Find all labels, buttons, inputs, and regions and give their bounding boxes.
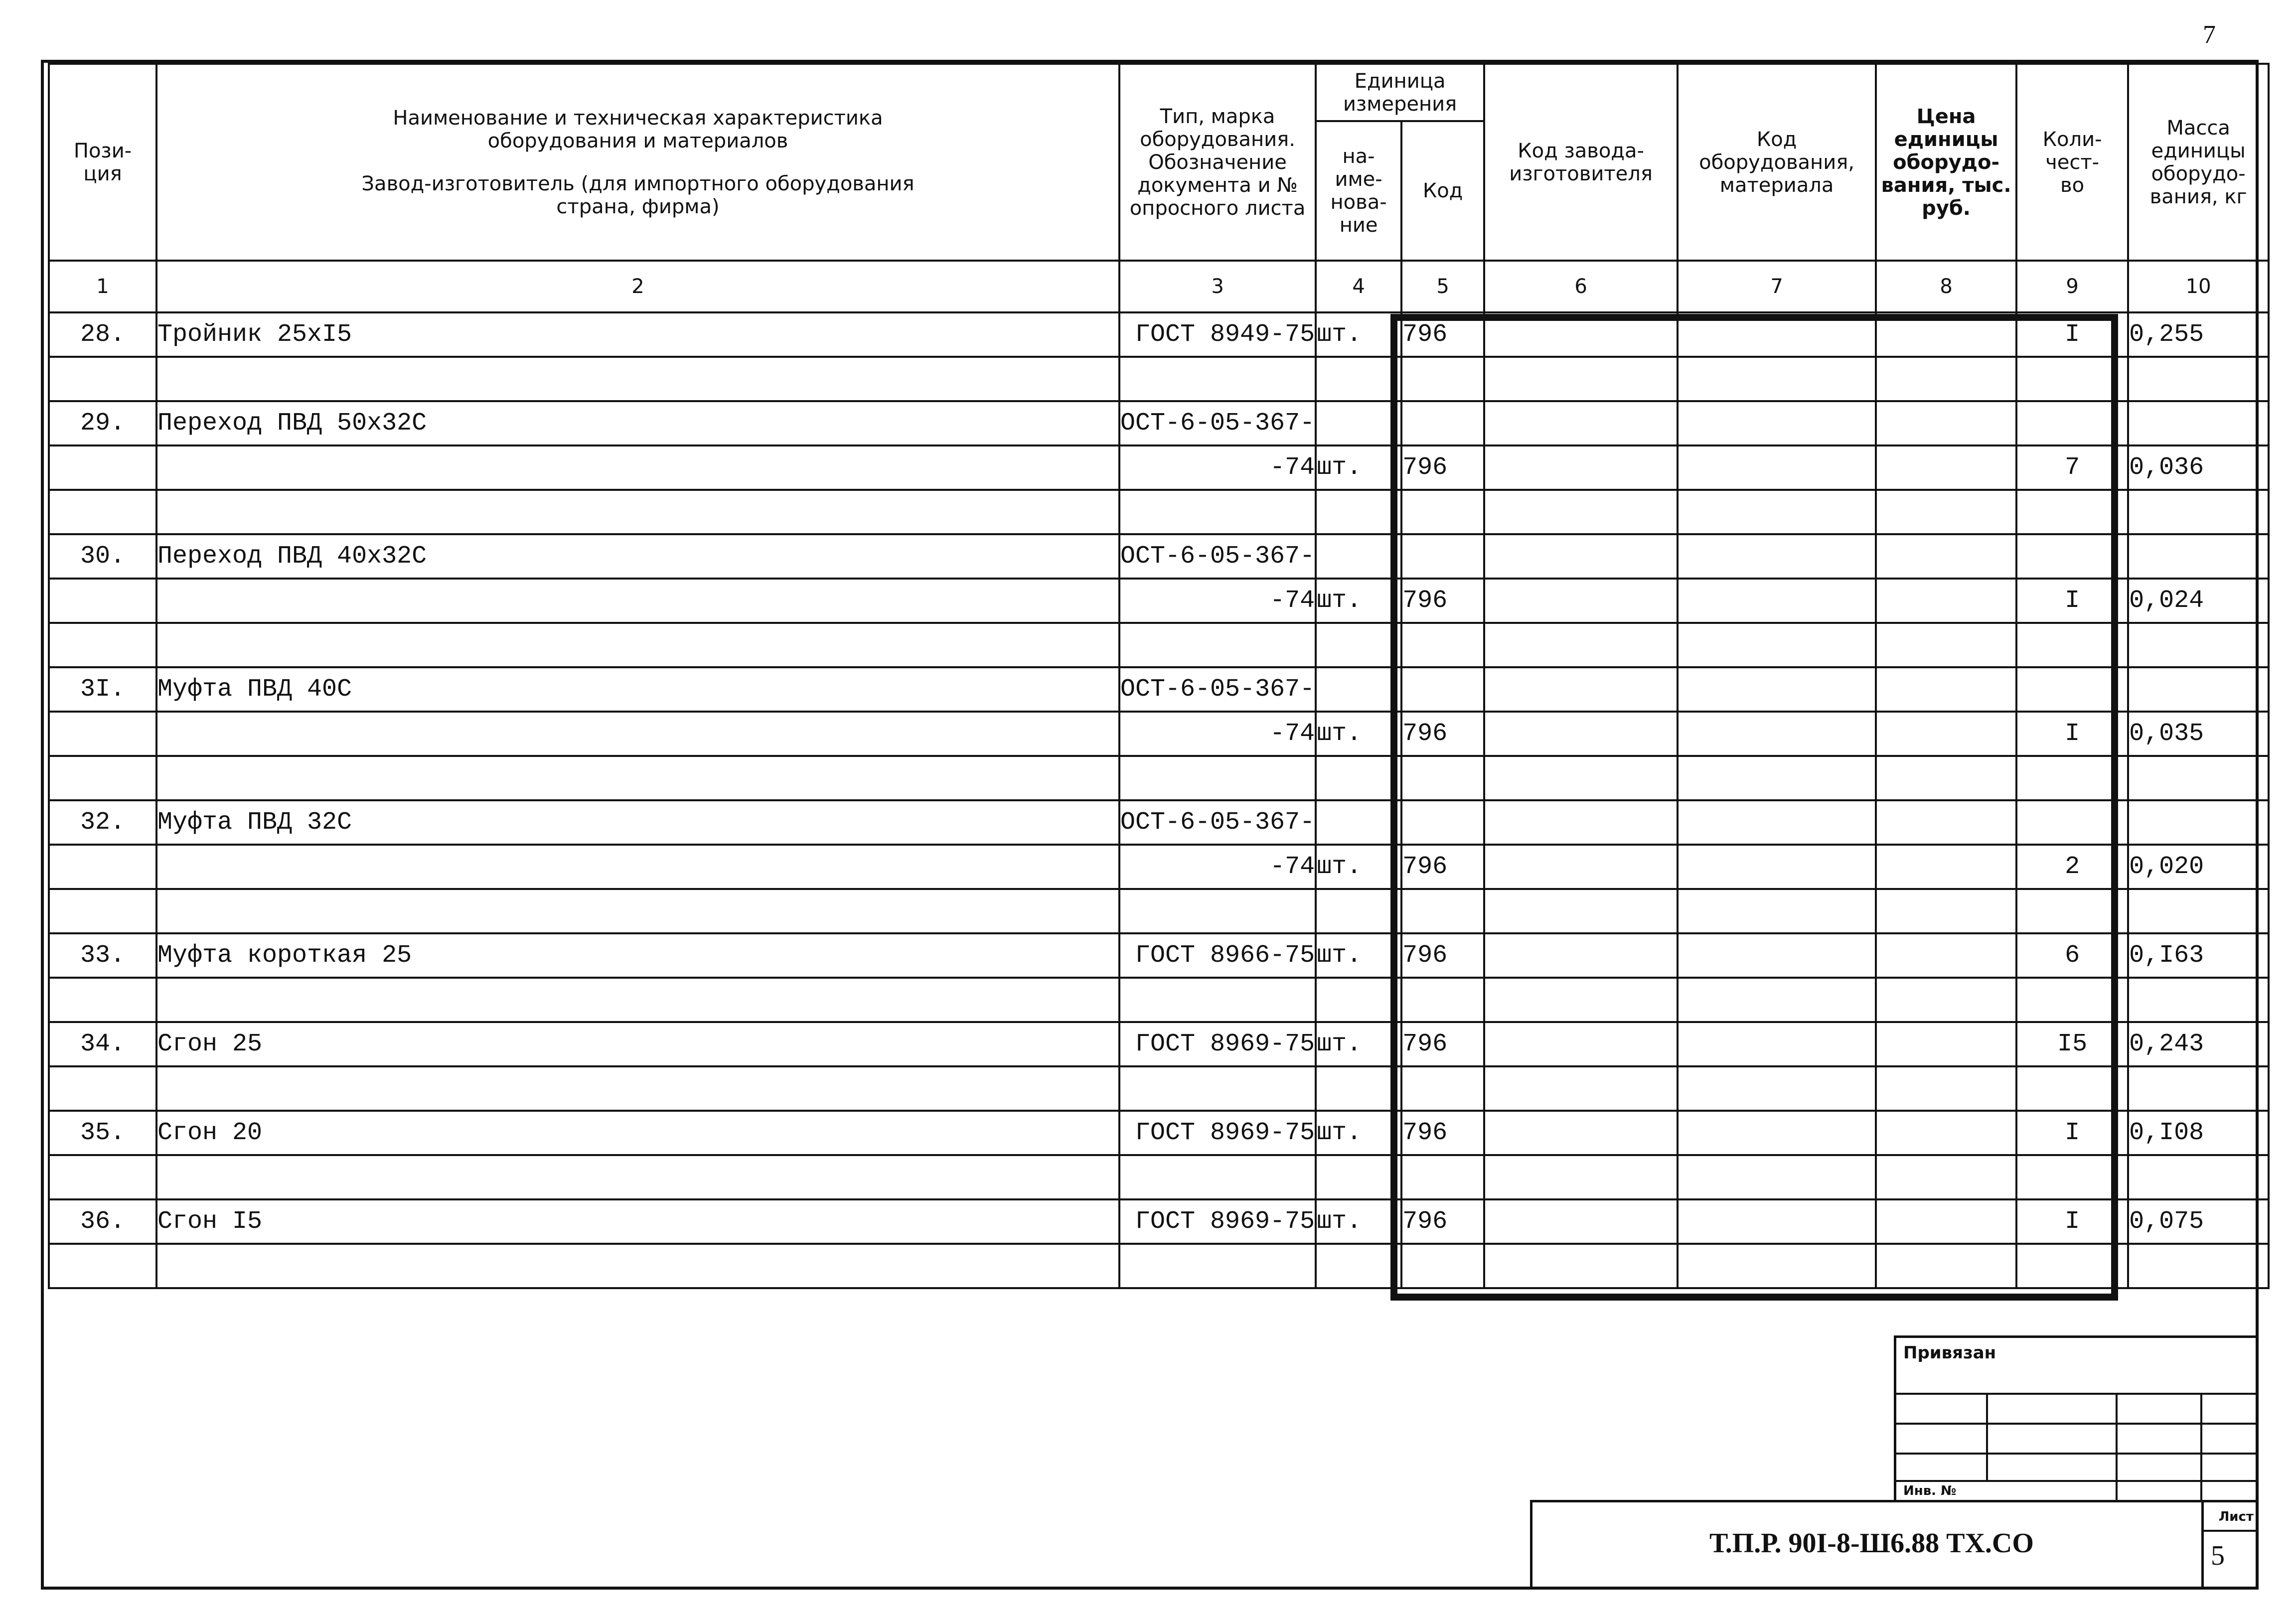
equipment-code-cell [1678,445,1876,490]
header-mass: Масса единицы оборудо-вания, кг [2128,64,2269,261]
quantity-cell [2016,667,2128,712]
table-row [49,1155,2269,1199]
unit-code-cell: 796 [1401,579,1484,623]
table-row [49,1066,2269,1111]
plant-code-cell [1484,1022,1678,1066]
linked-stamp [1894,1335,2256,1500]
unit-code-cell [1401,800,1484,845]
price-cell [1876,1111,2016,1155]
position-cell [49,712,156,756]
name-cell: Муфта ПВД 40С [156,667,1119,712]
name-cell [156,712,1119,756]
price-cell [1876,667,2016,712]
mass-cell: 0,024 [2128,579,2269,623]
equipment-code-cell [1678,534,1876,579]
name-cell: Сгон 20 [156,1111,1119,1155]
name-cell: Сгон 25 [156,1022,1119,1066]
quantity-cell: I [2016,579,2128,623]
unit-name-cell: шт. [1316,712,1401,756]
name-cell [156,1066,1119,1111]
unit-name-cell [1316,1155,1401,1199]
type-cell: ГОСТ 8966-75 [1119,933,1316,978]
sheet-label: Лист [2218,1509,2254,1524]
mass-cell: 0,I63 [2128,933,2269,978]
unit-code-cell [1401,756,1484,800]
price-cell [1876,889,2016,933]
unit-code-cell [1401,1155,1484,1199]
table-row [49,357,2269,401]
column-number: 3 [1119,261,1316,312]
plant-code-cell [1484,357,1678,401]
table-row [49,579,2269,623]
price-cell [1876,534,2016,579]
inventory-label: Инв. № [1903,1483,1957,1498]
header-unit-code: Код [1401,121,1484,261]
unit-name-cell [1316,401,1401,445]
mass-cell [2128,1066,2269,1111]
title-block [1530,1500,2259,1590]
unit-name-cell [1316,1066,1401,1111]
price-cell [1876,1244,2016,1288]
unit-name-cell [1316,800,1401,845]
unit-name-cell [1316,978,1401,1022]
table-row [49,401,2269,445]
mass-cell: 0,243 [2128,1022,2269,1066]
unit-code-cell [1401,623,1484,667]
unit-name-cell [1316,534,1401,579]
linked-label: Привязан [1903,1343,1996,1363]
quantity-cell: 2 [2016,845,2128,889]
mass-cell [2128,401,2269,445]
table-row [49,1244,2269,1288]
position-cell [49,357,156,401]
quantity-cell [2016,534,2128,579]
plant-code-cell [1484,623,1678,667]
type-cell [1119,756,1316,800]
header-position: Пози- ция [49,64,156,261]
name-cell [156,1244,1119,1288]
name-cell [156,623,1119,667]
quantity-cell [2016,800,2128,845]
quantity-cell [2016,490,2128,534]
type-cell [1119,889,1316,933]
position-cell: 33. [49,933,156,978]
table-row [49,1022,2269,1066]
quantity-cell: I [2016,1111,2128,1155]
position-cell: 3I. [49,667,156,712]
column-number: 2 [156,261,1119,312]
position-cell [49,756,156,800]
table-row [49,1111,2269,1155]
type-cell [1119,1155,1316,1199]
unit-code-cell [1401,1066,1484,1111]
column-number: 6 [1484,261,1678,312]
position-cell: 28. [49,312,156,357]
header-type: Тип, марка оборудования. Обозначение документа и № опросного листа [1119,64,1316,261]
position-cell [49,445,156,490]
header-unit-name: на- име- нова- ние [1316,121,1401,261]
equipment-code-cell [1678,800,1876,845]
equipment-code-cell [1678,1155,1876,1199]
type-cell: -74 [1119,445,1316,490]
equipment-code-cell [1678,623,1876,667]
plant-code-cell [1484,1111,1678,1155]
column-number: 4 [1316,261,1401,312]
unit-name-cell: шт. [1316,1111,1401,1155]
unit-code-cell: 796 [1401,445,1484,490]
column-number: 7 [1678,261,1876,312]
header-quantity: Коли- чест- во [2016,64,2128,261]
unit-name-cell [1316,756,1401,800]
plant-code-cell [1484,933,1678,978]
mass-cell [2128,800,2269,845]
mass-cell [2128,490,2269,534]
mass-cell [2128,978,2269,1022]
table-row [49,800,2269,845]
quantity-cell [2016,1244,2128,1288]
price-cell [1876,357,2016,401]
column-number: 5 [1401,261,1484,312]
unit-code-cell [1401,978,1484,1022]
mass-cell [2128,1155,2269,1199]
name-cell: Переход ПВД 40х32С [156,534,1119,579]
plant-code-cell [1484,1244,1678,1288]
table-row [49,490,2269,534]
column-number: 1 [49,261,156,312]
name-cell: Тройник 25хI5 [156,312,1119,357]
specification-table [48,63,2270,1289]
page-number: 7 [2203,20,2216,49]
plant-code-cell [1484,1155,1678,1199]
plant-code-cell [1484,1199,1678,1244]
mass-cell [2128,534,2269,579]
price-cell [1876,756,2016,800]
quantity-cell [2016,756,2128,800]
unit-name-cell [1316,1244,1401,1288]
equipment-code-cell [1678,889,1876,933]
equipment-code-cell [1678,1199,1876,1244]
mass-cell [2128,756,2269,800]
name-cell [156,490,1119,534]
name-cell [156,756,1119,800]
quantity-cell [2016,401,2128,445]
position-cell [49,490,156,534]
unit-code-cell [1401,490,1484,534]
position-cell [49,845,156,889]
quantity-cell: I5 [2016,1022,2128,1066]
equipment-code-cell [1678,845,1876,889]
table-row [49,445,2269,490]
unit-code-cell [1401,534,1484,579]
unit-code-cell: 796 [1401,1199,1484,1244]
unit-name-cell [1316,667,1401,712]
unit-name-cell [1316,623,1401,667]
mass-cell: 0,I08 [2128,1111,2269,1155]
unit-code-cell: 796 [1401,845,1484,889]
position-cell: 32. [49,800,156,845]
position-cell: 29. [49,401,156,445]
equipment-code-cell [1678,978,1876,1022]
plant-code-cell [1484,445,1678,490]
header-unit-group: Единица измерения [1316,64,1484,121]
equipment-code-cell [1678,401,1876,445]
unit-name-cell: шт. [1316,312,1401,357]
column-number: 8 [1876,261,2016,312]
mass-cell [2128,889,2269,933]
unit-code-cell: 796 [1401,312,1484,357]
unit-code-cell [1401,401,1484,445]
quantity-cell [2016,357,2128,401]
type-cell: ГОСТ 8969-75 [1119,1111,1316,1155]
price-cell [1876,1199,2016,1244]
plant-code-cell [1484,800,1678,845]
name-cell [156,1155,1119,1199]
position-cell [49,1155,156,1199]
type-cell: ГОСТ 8969-75 [1119,1199,1316,1244]
mass-cell: 0,075 [2128,1199,2269,1244]
type-cell [1119,490,1316,534]
position-cell [49,1244,156,1288]
sheet-cell [2201,1502,2259,1590]
equipment-code-cell [1678,1244,1876,1288]
quantity-cell [2016,1066,2128,1111]
unit-code-cell: 796 [1401,1111,1484,1155]
mass-cell: 0,036 [2128,445,2269,490]
unit-code-cell: 796 [1401,712,1484,756]
plant-code-cell [1484,667,1678,712]
type-cell [1119,623,1316,667]
type-cell: ОСТ-6-05-367- [1119,800,1316,845]
name-cell: Переход ПВД 50х32С [156,401,1119,445]
table-row [49,534,2269,579]
mass-cell: 0,020 [2128,845,2269,889]
type-cell: ОСТ-6-05-367- [1119,667,1316,712]
header-plant-code: Код завода-изготовителя [1484,64,1678,261]
type-cell: -74 [1119,579,1316,623]
type-cell: -74 [1119,845,1316,889]
position-cell: 30. [49,534,156,579]
type-cell [1119,1244,1316,1288]
position-cell [49,889,156,933]
equipment-code-cell [1678,667,1876,712]
quantity-cell [2016,1155,2128,1199]
quantity-cell [2016,623,2128,667]
position-cell: 36. [49,1199,156,1244]
header-price: Цена единицы оборудо-вания, тыс. руб. [1876,64,2016,261]
mass-cell [2128,357,2269,401]
plant-code-cell [1484,579,1678,623]
table-row [49,667,2269,712]
mass-cell: 0,035 [2128,712,2269,756]
type-cell: ГОСТ 8969-75 [1119,1022,1316,1066]
unit-code-cell [1401,1244,1484,1288]
table-row [49,889,2269,933]
table-row [49,712,2269,756]
equipment-code-cell [1678,357,1876,401]
equipment-code-cell [1678,712,1876,756]
price-cell [1876,579,2016,623]
unit-code-cell: 796 [1401,933,1484,978]
table-row [49,312,2269,357]
name-cell [156,579,1119,623]
unit-name-cell: шт. [1316,1199,1401,1244]
plant-code-cell [1484,1066,1678,1111]
type-cell: ОСТ-6-05-367- [1119,534,1316,579]
unit-name-cell [1316,889,1401,933]
name-cell: Сгон I5 [156,1199,1119,1244]
plant-code-cell [1484,312,1678,357]
equipment-code-cell [1678,756,1876,800]
table-row [49,845,2269,889]
unit-name-cell [1316,490,1401,534]
type-cell [1119,978,1316,1022]
quantity-cell: I [2016,312,2128,357]
table-row [49,978,2269,1022]
unit-name-cell: шт. [1316,579,1401,623]
position-cell [49,1066,156,1111]
quantity-cell: I [2016,1199,2128,1244]
mass-cell [2128,623,2269,667]
plant-code-cell [1484,401,1678,445]
type-cell [1119,357,1316,401]
name-cell [156,889,1119,933]
equipment-code-cell [1678,1022,1876,1066]
position-cell [49,579,156,623]
document-code: Т.П.Р. 90I-8-Ш6.88 ТХ.СО [1709,1528,2034,1559]
quantity-cell [2016,978,2128,1022]
type-cell: -74 [1119,712,1316,756]
price-cell [1876,401,2016,445]
unit-name-cell: шт. [1316,933,1401,978]
name-cell [156,978,1119,1022]
name-cell [156,445,1119,490]
name-cell [156,357,1119,401]
plant-code-cell [1484,490,1678,534]
price-cell [1876,1022,2016,1066]
equipment-code-cell [1678,933,1876,978]
plant-code-cell [1484,756,1678,800]
header-name: Наименование и техническая характеристика оборудования и материалов Завод-изготовитель (для импортного оборудования страна, фирма) [156,64,1119,261]
price-cell [1876,712,2016,756]
unit-code-cell [1401,357,1484,401]
mass-cell: 0,255 [2128,312,2269,357]
sheet-number: 5 [2211,1540,2225,1571]
name-cell: Муфта ПВД 32С [156,800,1119,845]
equipment-code-cell [1678,312,1876,357]
unit-name-cell: шт. [1316,445,1401,490]
quantity-cell [2016,889,2128,933]
equipment-code-cell [1678,579,1876,623]
price-cell [1876,1066,2016,1111]
price-cell [1876,933,2016,978]
plant-code-cell [1484,978,1678,1022]
plant-code-cell [1484,889,1678,933]
price-cell [1876,623,2016,667]
plant-code-cell [1484,712,1678,756]
table-row [49,623,2269,667]
type-cell: ОСТ-6-05-367- [1119,401,1316,445]
unit-code-cell [1401,889,1484,933]
table-row [49,933,2269,978]
price-cell [1876,978,2016,1022]
price-cell [1876,445,2016,490]
unit-name-cell: шт. [1316,1022,1401,1066]
position-cell [49,623,156,667]
unit-code-cell [1401,667,1484,712]
quantity-cell: I [2016,712,2128,756]
position-cell: 34. [49,1022,156,1066]
quantity-cell: 6 [2016,933,2128,978]
unit-name-cell: шт. [1316,845,1401,889]
price-cell [1876,1155,2016,1199]
header-equipment-code: Код оборудования, материала [1678,64,1876,261]
name-cell: Муфта короткая 25 [156,933,1119,978]
column-number: 10 [2128,261,2269,312]
position-cell: 35. [49,1111,156,1155]
price-cell [1876,800,2016,845]
price-cell [1876,845,2016,889]
type-cell [1119,1066,1316,1111]
table-row [49,1199,2269,1244]
unit-name-cell [1316,357,1401,401]
table-row [49,756,2269,800]
equipment-code-cell [1678,1111,1876,1155]
quantity-cell: 7 [2016,445,2128,490]
equipment-code-cell [1678,1066,1876,1111]
mass-cell [2128,667,2269,712]
unit-code-cell: 796 [1401,1022,1484,1066]
plant-code-cell [1484,534,1678,579]
position-cell [49,978,156,1022]
name-cell [156,845,1119,889]
plant-code-cell [1484,845,1678,889]
mass-cell [2128,1244,2269,1288]
equipment-code-cell [1678,490,1876,534]
column-number: 9 [2016,261,2128,312]
price-cell [1876,312,2016,357]
price-cell [1876,490,2016,534]
type-cell: ГОСТ 8949-75 [1119,312,1316,357]
